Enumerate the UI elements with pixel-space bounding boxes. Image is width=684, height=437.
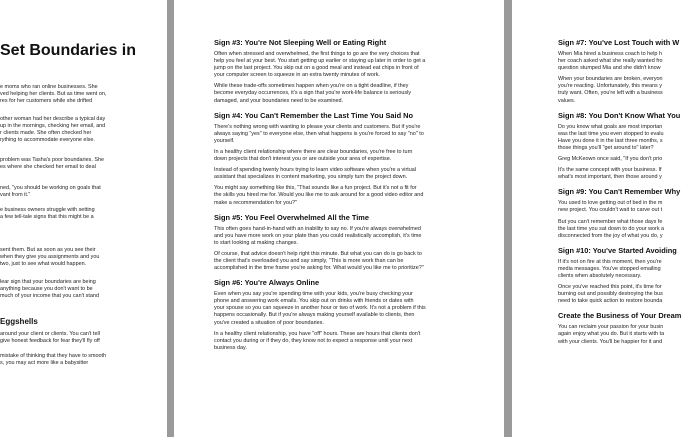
paragraph-block [0, 279, 99, 304]
text-line: values. [558, 97, 576, 104]
section-heading: Sign #9: You Can't Remember Why [558, 187, 681, 197]
text-line: If it's not on fire at this moment, then you're [558, 258, 662, 265]
text-line: sent them. But as soon as you see their [0, 247, 96, 253]
text-line: Have you done it in the last three months, s [558, 137, 663, 144]
section-heading: Sign #4: You Can't Remember the Last Time You Said No [214, 110, 414, 120]
middle-page [174, 0, 504, 437]
text-line: In a healthy client relationship, you have "off" hours. These are hours that clients don't [214, 330, 421, 337]
text-line: You used to love getting out of bed in the m [558, 200, 663, 207]
text-line: Greg McKeown once said, "If you don't prio [558, 156, 663, 163]
text-line: the skills you hired me for. Would you like me to ask around for a good video editor and [214, 192, 424, 199]
text-line: help you feel at your best. You start getting up earlier or staying up later in order to get a [214, 58, 426, 65]
paragraph [214, 167, 482, 181]
text-line: s, you may act more like a babysitter [0, 360, 89, 367]
text-line: need to take quick action to restore bounda [558, 298, 663, 305]
paragraph [558, 76, 684, 104]
text-line: much of your income that you can't stand [0, 293, 99, 300]
paragraph [214, 83, 482, 104]
text-line: damaged, and your boundaries need to be examined. [214, 97, 344, 104]
text-line: when they give you assignments and you [0, 254, 100, 261]
section-heading: Eggshells [0, 317, 38, 326]
text-line: become everyday occurrences, it's a sign that you're work-life balance is seriously [214, 90, 412, 97]
text-line: yourself. [214, 137, 235, 144]
text-line: rything to accommodate everyone else. [0, 137, 95, 144]
paragraph [214, 331, 482, 352]
paragraph [558, 156, 684, 163]
paragraph [0, 185, 101, 199]
paragraph [0, 279, 99, 300]
middle-page-content [214, 38, 482, 356]
text-line: While these trade-offs sometimes happen when you're on a tight deadline, if they [214, 83, 409, 90]
paragraph [0, 207, 95, 221]
paragraph [214, 149, 482, 163]
text-line: When your boundaries are broken, everyon [558, 76, 663, 83]
section-heading: Sign #8: You Don't Know What You [558, 110, 681, 120]
text-line: you've created a situation of poor boundaries. [214, 319, 324, 326]
paragraph [0, 331, 100, 345]
text-line: Often when stressed and overwhelmed, the first things to go are the very choices that [214, 51, 420, 57]
paragraph-block [0, 84, 106, 109]
text-line: You might say something like this, "That sounds like a fun project. But it's not a fit for [214, 185, 417, 192]
text-line: new project. You couldn't wait to carve out t [558, 207, 663, 214]
text-line: vant from it." [0, 192, 31, 199]
text-line: up in the mornings, checking her email, and [0, 123, 106, 130]
text-line: her coach asked what she really wanted fro [558, 58, 663, 65]
text-line: to start looking at making changes. [214, 239, 299, 246]
paragraph [558, 324, 684, 345]
text-line: always saying "yes" to everyone else, then what happens is you're forced to say "no" to [214, 130, 424, 137]
paragraph [558, 284, 684, 305]
text-line: You can reclaim your passion for your busin [558, 324, 664, 331]
text-line: In a healthy client relationship where there are clear boundaries, you're free to turn [214, 148, 413, 155]
paragraph [0, 84, 106, 105]
section-heading-block [0, 317, 38, 329]
text-line: down projects that don't interest you or are outside your area of expertise. [214, 156, 392, 163]
text-line: But you can't remember what those days fe [558, 218, 663, 225]
text-line: It's the same concept with your business. If [558, 167, 662, 174]
text-line: e business owners struggle with setting [0, 207, 95, 213]
text-line: Instead of spending twenty hours trying to learn video software when you're a virtual [214, 167, 417, 174]
paragraph [214, 124, 482, 145]
text-line: you're reacting. Unfortunately, this means y [558, 83, 662, 90]
right-page [512, 0, 684, 437]
text-line: e moms who ran online businesses. She [0, 84, 98, 90]
paragraph-block [0, 157, 104, 175]
text-line: There's nothing wrong with wanting to please your clients and customers. But if you're [214, 123, 421, 130]
text-line: problem was Tasha's poor boundaries. She [0, 157, 105, 163]
paragraph [0, 116, 105, 144]
text-line: business day. [214, 344, 247, 351]
text-line: ved helping her clients. But as time went on, [0, 91, 107, 98]
left-page [0, 0, 167, 437]
text-line: truly want. Often, you're left with a business [558, 90, 663, 97]
text-line: give honest feedback for fear they'll fly off [0, 338, 100, 345]
paragraph-block [0, 207, 95, 225]
section-heading: Sign #3: You're Not Sleeping Well or Eating Right [214, 38, 387, 47]
paragraph-block [0, 185, 101, 203]
text-line: two, just to see what would happen. [0, 261, 87, 268]
paragraph [558, 167, 684, 181]
text-line: Of course, that advice doesn't help right this minute. But what you can do is go back to [214, 250, 422, 257]
text-line: the client that's overloaded you and say simply, "This is more work than can be [214, 257, 404, 264]
paragraph [0, 247, 99, 268]
paragraph [558, 259, 684, 280]
text-line: jump on the last project. You skip out on a good meal and instead eat chips in front of [214, 65, 419, 72]
section-heading: Create the Business of Your Dream [558, 311, 682, 321]
paragraph [0, 157, 104, 171]
text-line: was the last time you even stopped to evalu [558, 130, 664, 137]
text-line: disconnected from the joy of what you do, y [558, 232, 663, 239]
paragraph [214, 185, 482, 206]
paragraph [558, 51, 684, 72]
text-line: This often goes hand-in-hand with an inability to say no. If you're always overwhelmed [214, 225, 421, 232]
text-line: happens occasionally. But if you're always making yourself available to clients, then [214, 312, 415, 319]
paragraph [214, 251, 482, 272]
paragraph-block [0, 331, 100, 349]
chapter-title: Set Boundaries in [0, 42, 137, 59]
text-line: around your client or clients. You can't tell [0, 331, 100, 337]
text-line: phone and answering work emails. You skip out on drinks with friends or dates with [214, 298, 414, 305]
text-line: accomplished in the time frame you're asking for. What would you like me to prioritize?" [214, 265, 424, 272]
paragraph [214, 291, 482, 326]
text-line: your spouse so you can squeeze in another hour or two of work. It's not a problem if this [214, 305, 426, 312]
text-line: lear sign that your boundaries are being [0, 279, 96, 285]
text-line: other woman had her describe a typical day [0, 116, 106, 122]
text-line: assistant that specializes in content marketing, you simply turn the project down. [214, 174, 408, 181]
section-heading: Sign #10: You've Started Avoiding [558, 245, 677, 255]
text-line: res for her customers while she drifted [0, 98, 93, 105]
text-line: contact you during or if they do, they know not to expect a response until your next [214, 337, 413, 344]
text-line: clients when absolutely necessary. [558, 272, 642, 279]
paragraph [558, 219, 684, 240]
text-line: a few tell-tale signs that this might be a [0, 214, 94, 221]
section-heading: Sign #5: You Feel Overwhelmed All the Time [214, 212, 369, 222]
text-line: r clients made. She often checked her [0, 130, 92, 137]
text-line: media messages. You've stopped emailing [558, 265, 661, 272]
text-line: burning out and possibly destroying the bus [558, 291, 663, 298]
text-line: again enjoy what you do. But it starts with ta [558, 331, 665, 338]
text-line: mistake of thinking that they have to smooth [0, 353, 107, 359]
paragraph-block [0, 247, 99, 272]
paragraph [0, 353, 106, 367]
section-heading: Sign #7: You've Lost Touch with W [558, 38, 680, 47]
paragraph [558, 200, 684, 214]
right-page-content [558, 38, 684, 350]
paragraph-block [0, 116, 105, 148]
text-line: make a recommendation for you?" [214, 199, 297, 206]
paragraph [214, 226, 482, 247]
text-line: Do you know what goals are most importan [558, 123, 663, 130]
text-line: es where she checked her email to deal [0, 164, 96, 171]
text-line: anything because you don't want to be [0, 286, 93, 293]
section-heading: Sign #6: You're Always Online [214, 278, 320, 288]
text-line: with your clients. You'll be happier for it and [558, 338, 663, 345]
paragraph [558, 124, 684, 152]
text-line: what's most important, then those around y [558, 174, 662, 181]
text-line: and you have more work on your plate than you could realistically accomplish, it's time [214, 232, 422, 239]
text-line: question stumped Mia and she didn't know [558, 65, 661, 72]
text-line: the last time you sat down to do your work a [558, 225, 665, 232]
text-line: those things you'll "get around to" later? [558, 144, 654, 151]
paragraph-block [0, 353, 106, 371]
text-line: When Mia hired a business coach to help h [558, 51, 662, 57]
text-line: Once you've reached this point, it's time for [558, 284, 662, 291]
paragraph [214, 51, 482, 79]
text-line: ned, "you should be working on goals that [0, 185, 101, 191]
text-line: your computer screen to squeeze in an extra twenty minutes of work. [214, 72, 380, 79]
text-line: Even when you say you're spending time with your kids, you're busy checking your [214, 291, 413, 298]
